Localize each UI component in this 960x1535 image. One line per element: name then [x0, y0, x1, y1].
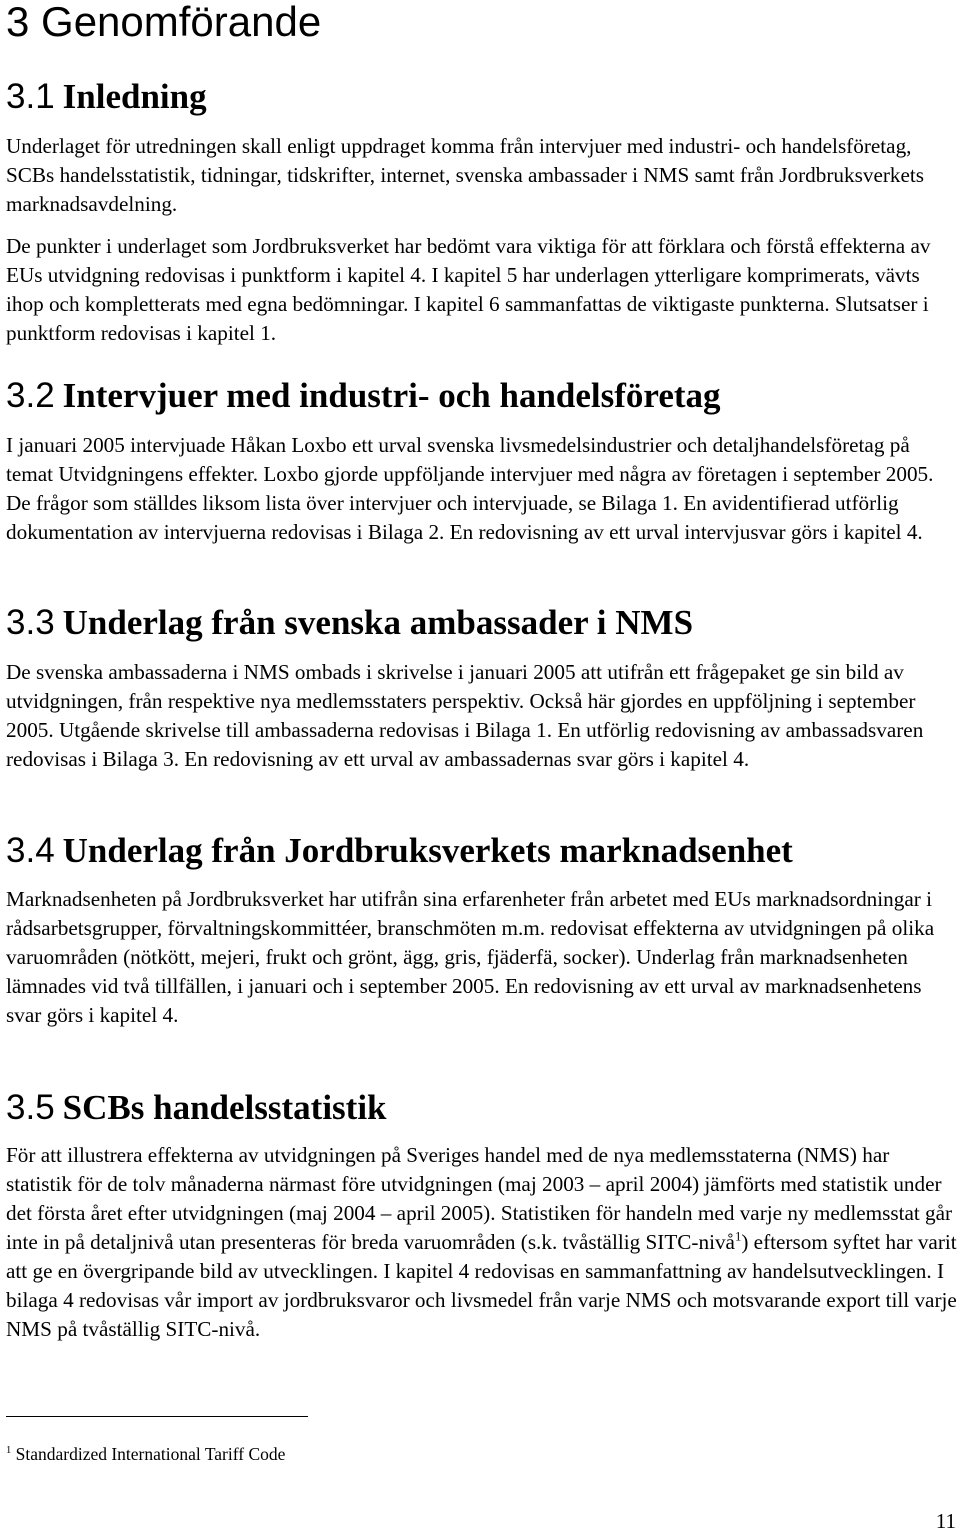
footnote-text: Standardized International Tariff Code [11, 1444, 286, 1464]
chapter-number: 3 [6, 0, 30, 45]
section-heading-3-4 [6, 829, 793, 873]
paragraph-text: För att illustrera effekterna av utvidgningen på Sveriges handel med de nya medlemsstaterna (NMS) har statistik för de tolv månaderna närmast före utvidgningen (maj 2003 – april 2004) jämförts med statistik under det första året efter utvidgningen (maj 2004 – april 2005). Statistiken för handeln med varje ny medlemsstat går inte in på detaljnivå utan presenteras för breda varuområden (s.k. tvåställig SITC-nivå [6, 1143, 953, 1254]
section-title: Underlag från svenska ambassader i NMS [62, 603, 694, 642]
paragraph: Underlaget för utredningen skall enligt uppdraget komma från intervjuer med industri- och handelsföretag, SCBs handelsstatistik, tidningar, tidskrifter, internet, svenska ambassader i NMS samt från Jordbruksverkets marknadsavdelning. [6, 134, 925, 216]
section-number: 3.5 [6, 1088, 55, 1127]
section-number: 3.1 [6, 77, 55, 116]
section-title: SCBs handelsstatistik [62, 1088, 387, 1127]
page-number: 11 [935, 1509, 956, 1533]
section-title: Intervjuer med industri- och handelsföretag [62, 376, 721, 415]
section-number: 3.4 [6, 831, 55, 870]
section-number: 3.2 [6, 376, 55, 415]
section-title: Underlag från Jordbruksverkets marknadsenhet [62, 831, 793, 870]
section-heading-3-1 [6, 75, 207, 119]
footnote [6, 1442, 285, 1466]
footnote-reference[interactable]: 1 [734, 1229, 742, 1244]
footnote-marker: 1 [6, 1445, 12, 1457]
section-title: Inledning [62, 77, 207, 116]
chapter-title: Genomförande [41, 0, 322, 45]
paragraph-text: ) eftersom syftet har varit att ge en övergripande bild av utvecklingen. I kapitel 4 redovisas en sammanfattning av handelsutvecklingen. I bilaga 4 redovisas vår import av jordbruksvaror och livsmedel från varje NMS och motsvarande export till varje NMS på tvåställig SITC-nivå. [6, 1230, 957, 1341]
paragraph: Marknadsenheten på Jordbruksverket har utifrån sina erfarenheter från arbetet med EUs marknadsordningar i rådsarbetsgrupper, förvaltningskommittéer, branschmöten m.m. redovisat effekterna av utvidgningen på olika varuområden (nötkött, mejeri, frukt och grönt, ägg, gris, fjäderfä, socker). Underlag från marknadsenheten lämnades vid två tillfällen, i januari och i september 2005. En redovisning av ett urval av marknadsenhetens svar görs i kapitel 4. [6, 887, 935, 1027]
chapter-heading [6, 0, 321, 48]
section-heading-3-3 [6, 601, 693, 645]
section-heading-3-5 [6, 1086, 387, 1130]
paragraph: De svenska ambassaderna i NMS ombads i skrivelse i januari 2005 att utifrån ett frågepaket ge sin bild av utvidgningen, från respektive nya medlemsstaters perspektiv. Också här gjordes en uppföljning i september 2005. Utgående skrivelse till ambassaderna redovisas i Bilaga 1. En utförlig redovisning av ambassadsvaren redovisas i Bilaga 3. En redovisning av ett urval av ambassadernas svar görs i kapitel 4. [6, 660, 924, 771]
paragraph: De punkter i underlaget som Jordbruksverket har bedömt vara viktiga för att förklara och förstå effekterna av EUs utvidgning redovisas i punktform i kapitel 4. I kapitel 5 har underlagen ytterligare komprimerats, vävts ihop och kompletterats med egna bedömningar. I kapitel 6 sammanfattas de viktigaste punkterna. Slutsatser i punktform redovisas i kapitel 1. [6, 234, 931, 345]
footnote-separator [6, 1416, 308, 1417]
paragraph [6, 1141, 958, 1344]
section-number: 3.3 [6, 603, 55, 642]
paragraph: I januari 2005 intervjuade Håkan Loxbo ett urval svenska livsmedelsindustrier och detaljhandelsföretag på temat Utvidgningens effekter. Loxbo gjorde uppföljande intervjuer med några av företagen i september 2005. De frågor som ställdes liksom lista över intervjuer och intervjuade, se Bilaga 1. En avidentifierad utförlig dokumentation av intervjuerna redovisas i Bilaga 2. En redovisning av ett urval intervjusvar görs i kapitel 4. [6, 433, 934, 544]
section-heading-3-2 [6, 374, 721, 418]
